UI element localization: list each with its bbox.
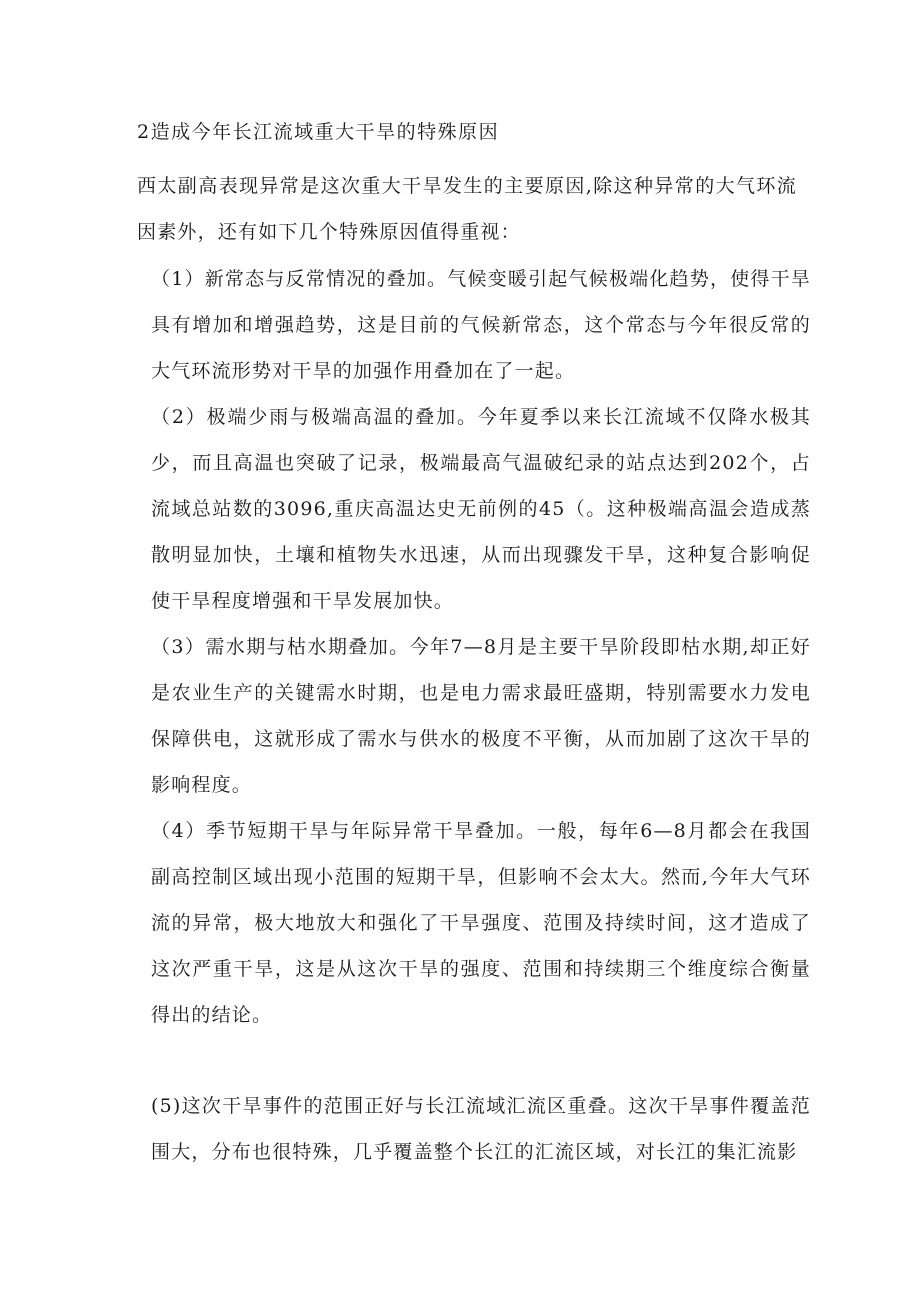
section-heading: 2造成今年长江流域重大干旱的特殊原因 <box>137 121 500 143</box>
intro-paragraph: 西太副高表现异常是这次重大干旱发生的主要原因,除这种异常的大气环流因素外，还有如下几个特殊原因值得重视： <box>137 175 797 243</box>
cause-item-3: （3）需水期与枯水期叠加。今年7—8月是主要干旱阶段即枯水期,却正好是农业生产的关键需水时期，也是电力需求最旺盛期，特别需要水力发电保障供电，这就形成了需水与供水的极度不平衡，从而加剧了这次干旱的影响程度。 <box>151 636 811 796</box>
cause-item-4: （4）季节短期干旱与年际异常干旱叠加。一般，每年6—8月都会在我国副高控制区域出现小范围的短期干旱，但影响不会太大。然而,今年大气环流的异常，极大地放大和强化了干旱强度、范围及持续时间，这才造成了这次严重干旱，这是从这次干旱的强度、范围和持续期三个维度综合衡量得出的结论。 <box>151 820 811 1026</box>
cause-item-5: (5)这次干旱事件的范围正好与长江流域汇流区重叠。这次干旱事件覆盖范围大，分布也很特殊，几乎覆盖整个长江的汇流区域，对长江的集汇流影 <box>151 1095 811 1163</box>
cause-item-1: （1）新常态与反常情况的叠加。气候变暖引起气候极端化趋势，使得干旱具有增加和增强趋势，这是目前的气候新常态，这个常态与今年很反常的大气环流形势对干旱的加强作用叠加在了一起。 <box>151 268 811 382</box>
cause-item-2: （2）极端少雨与极端高温的叠加。今年夏季以来长江流域不仅降水极其少，而且高温也突破了记录，极端最高气温破纪录的站点达到202个，占流域总站数的3096,重庆高温达史无前例的45（。这种极端高温会造成蒸散明显加快，土壤和植物失水迅速，从而出现骤发干旱，这种复合影响促使干旱程度增强和干旱发展加快。 <box>151 406 811 612</box>
